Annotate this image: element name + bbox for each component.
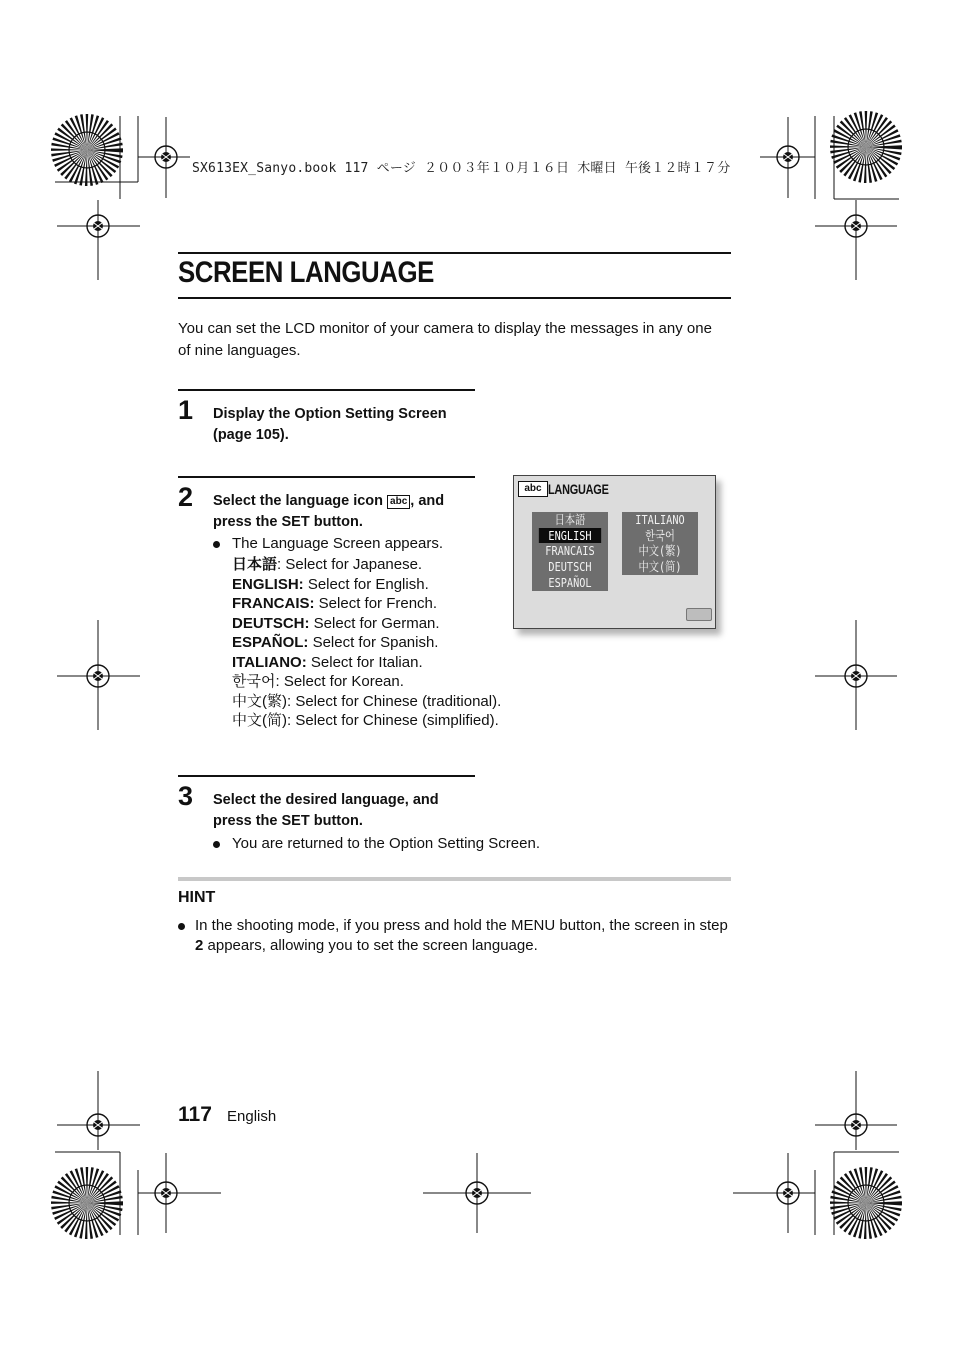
step-2-bullet-text: The Language Screen appears. (232, 535, 443, 552)
hint-text-b: appears, allowing you to set the screen language. (207, 936, 538, 954)
step-1-rule (178, 389, 475, 391)
hint-text-a: In the shooting mode, if you press and hold the MENU button, the screen in step (195, 917, 728, 934)
language-item-english: ENGLISH: Select for English. (232, 575, 429, 593)
bullet-icon (213, 841, 220, 848)
step-3-title-line2: press the SET button. (213, 812, 363, 829)
lcd-right-column (622, 512, 698, 575)
title-rule-top (178, 252, 731, 254)
lcd-option-korean: 한국어 (645, 527, 675, 543)
hint-title: HINT (178, 889, 216, 906)
hint-text (178, 916, 733, 955)
language-item-german: DEUTSCH: Select for German. (232, 614, 440, 632)
step-2-title (213, 491, 483, 532)
page-title: SCREEN LANGUAGE (178, 256, 434, 289)
language-item-chinese-traditional: 中文(繁): Select for Chinese (traditional). (232, 692, 502, 710)
step-2-title-line2: press the SET button. (213, 513, 363, 530)
running-header: SX613EX_Sanyo.book 117 ページ ２００３年１０月１６日 木曜日 午後１２時１７分 (192, 161, 731, 176)
step-3-title (213, 790, 439, 831)
step-3-bullet-text: You are returned to the Option Setting Screen. (232, 835, 540, 852)
hint-text-step: 2 (195, 936, 204, 954)
language-icon: abc (387, 495, 410, 509)
language-item-chinese-simplified: 中文(简): Select for Chinese (simplified). (232, 712, 499, 729)
bullet-icon (178, 923, 185, 930)
language-item-spanish: ESPAÑOL: Select for Spanish. (232, 634, 439, 651)
language-item-french: FRANCAIS: Select for French. (232, 595, 438, 612)
intro-paragraph: You can set the LCD monitor of your camera to display the messages in any one of nine languages. (178, 320, 712, 359)
step-2-title-line1 (213, 491, 483, 512)
step-3-rule (178, 775, 475, 777)
step-3-number: 3 (178, 781, 194, 811)
step-3-title-line1: Select the desired language, and (213, 792, 439, 808)
step-3-bullet (213, 834, 540, 854)
lcd-option-spanish: ESPAÑOL (548, 574, 592, 590)
step-1-number: 1 (178, 395, 194, 425)
language-item-korean: 한국어: Select for Korean. (232, 673, 404, 690)
lcd-option-italian: ITALIANO (635, 512, 685, 527)
lcd-language-icon: abc (518, 481, 548, 497)
step-2-number: 2 (178, 482, 194, 512)
step-2-rule (178, 476, 475, 478)
language-item-japanese: 日本語: Select for Japanese. (232, 556, 423, 573)
title-rule-bottom (178, 297, 731, 299)
lcd-option-japanese: 日本語 (554, 512, 586, 527)
bullet-icon (213, 541, 220, 548)
lcd-option-french: FRANCAIS (545, 543, 595, 559)
step-1-title-line2: (page 105). (213, 426, 289, 443)
page-number: 117 (178, 1103, 212, 1126)
lcd-option-chinese-simplified: 中文(简) (638, 559, 682, 575)
lcd-option-english-selected: ENGLISH (539, 528, 601, 544)
hint-divider (178, 877, 731, 881)
battery-icon (686, 608, 712, 621)
lcd-language-screen (513, 475, 716, 629)
lcd-option-chinese-traditional: 中文(繁) (638, 543, 682, 559)
footer-language: English (227, 1108, 277, 1125)
step-1-title-line1: Display the Option Setting Screen (213, 406, 447, 422)
language-list (232, 555, 501, 731)
step-2-title-text: Select the language icon (213, 493, 384, 509)
step-2-bullet (213, 534, 443, 554)
lcd-left-column (532, 512, 608, 591)
lcd-title: LANGUAGE (548, 481, 609, 497)
lcd-option-german: DEUTSCH (548, 559, 592, 575)
language-item-italian: ITALIANO: Select for Italian. (232, 653, 423, 671)
step-1-title (213, 404, 447, 445)
step-2-title-suffix: , and (410, 493, 445, 509)
